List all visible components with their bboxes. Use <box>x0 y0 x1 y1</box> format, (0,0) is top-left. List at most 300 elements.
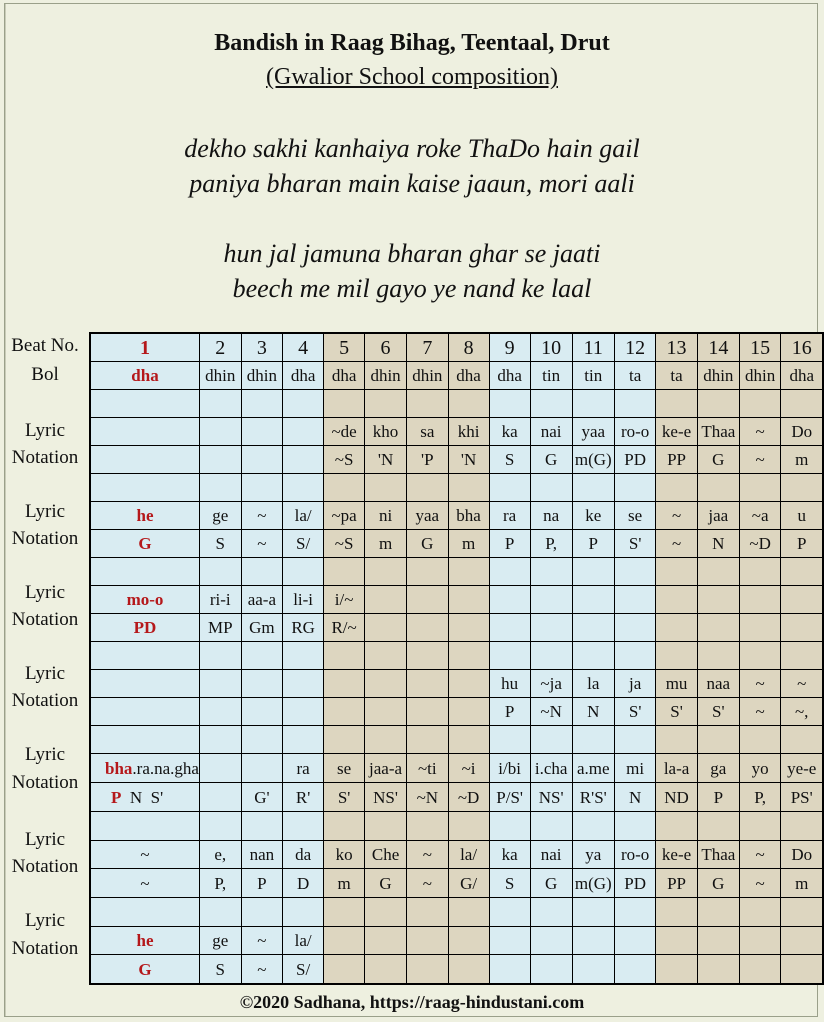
lyric-row-cell <box>241 418 283 446</box>
notation-row-cell: ND <box>656 783 697 812</box>
lyric-row-cell: e, <box>199 841 241 869</box>
notation-row <box>90 446 823 474</box>
lyric-row-cell: yo <box>739 754 781 783</box>
spacer-row-cell <box>614 474 655 502</box>
notation-row-cell: P <box>489 530 530 558</box>
spacer-row-cell <box>407 558 449 586</box>
label-lyric: Lyric <box>24 744 66 765</box>
notation-row-cell: m <box>781 446 823 474</box>
bol-row-cell: dha <box>489 362 530 390</box>
lyric-row-cell <box>90 754 199 783</box>
notation-row-cell <box>90 446 199 474</box>
lyric-row-cell: jaa <box>697 502 739 530</box>
spacer-row-cell <box>283 812 324 841</box>
notation-row-cell: 'N <box>448 446 489 474</box>
lyric-row-cell: ke-e <box>656 418 697 446</box>
lyric-row-cell <box>199 670 241 698</box>
lyric-rest: .ra.na.gha <box>132 758 199 778</box>
spacer-row-cell <box>90 642 199 670</box>
lyric-row-cell: ke <box>572 502 614 530</box>
lyric-row-cell <box>448 586 489 614</box>
notation-row-cell: m <box>448 530 489 558</box>
label-notation: Notation <box>11 856 79 877</box>
bol-row-cell: dhin <box>199 362 241 390</box>
spacer-row-cell <box>739 812 781 841</box>
notation-row-cell <box>656 614 697 642</box>
spacer-row-cell <box>199 474 241 502</box>
spacer-row <box>90 812 823 841</box>
lyric-row-cell: ~ <box>739 670 781 698</box>
spacer-row-cell <box>530 812 572 841</box>
notation-row-cell: m(G) <box>572 869 614 898</box>
spacer-row-cell <box>241 898 283 927</box>
lyric-row-cell: ga <box>697 754 739 783</box>
notation-row-cell: S <box>199 530 241 558</box>
beat-number-row-cell: 5 <box>324 333 365 362</box>
spacer-row-cell <box>365 474 407 502</box>
spacer-row-cell <box>283 898 324 927</box>
lyric-row-cell: mo-o <box>90 586 199 614</box>
lyric-row-cell <box>489 586 530 614</box>
notation-row-cell <box>407 955 449 985</box>
lyric-row-cell <box>781 586 823 614</box>
notation-row-cell: P <box>572 530 614 558</box>
notation-row-cell: G <box>90 530 199 558</box>
copyright-footer: ©2020 Sadhana, https://raag-hindustani.com <box>239 992 585 1012</box>
bol-row-cell: dhin <box>241 362 283 390</box>
lyric-row-cell: i.cha <box>530 754 572 783</box>
lyric-row-cell <box>697 586 739 614</box>
notation-row-cell <box>283 446 324 474</box>
lyric-row-cell: ge <box>199 927 241 955</box>
label-notation: Notation <box>11 447 79 468</box>
spacer-row-cell <box>781 812 823 841</box>
lyric-row-cell: kho <box>365 418 407 446</box>
lyric-row-cell <box>241 670 283 698</box>
spacer-row <box>90 474 823 502</box>
sthayi-line-1: dekho sakhi kanhaiya roke ThaDo hain gail <box>184 134 640 163</box>
notation-row-cell: ~, <box>781 698 823 726</box>
notation-row-cell: ~N <box>407 783 449 812</box>
lyric-row-cell: la <box>572 670 614 698</box>
notation-row-cell <box>614 955 655 985</box>
notation-row-cell: G <box>90 955 199 985</box>
lyric-row-cell: la/ <box>283 502 324 530</box>
lyric-row-cell <box>448 927 489 955</box>
spacer-row-cell <box>656 726 697 754</box>
lyric-row-cell: ka <box>489 418 530 446</box>
notation-row-cell <box>448 614 489 642</box>
spacer-row-cell <box>283 390 324 418</box>
lyric-row-cell: ro-o <box>614 841 655 869</box>
spacer-row-cell <box>489 642 530 670</box>
lyric-row-cell <box>572 927 614 955</box>
lyric-row-cell: ri-i <box>199 586 241 614</box>
notation-row-cell: P, <box>199 869 241 898</box>
notation-row-cell <box>489 955 530 985</box>
spacer-row-cell <box>324 474 365 502</box>
bol-row-cell: ta <box>656 362 697 390</box>
bol-row-cell: ta <box>614 362 655 390</box>
spacer-row-cell <box>781 642 823 670</box>
bol-row-cell: dhin <box>697 362 739 390</box>
spacer-row-cell <box>614 390 655 418</box>
spacer-row-cell <box>781 898 823 927</box>
spacer-row-cell <box>448 390 489 418</box>
label-beat: Beat No. <box>11 335 79 356</box>
lyric-row-cell <box>407 927 449 955</box>
bol-row-cell: tin <box>572 362 614 390</box>
spacer-row-cell <box>697 726 739 754</box>
notation-row-cell: G <box>407 530 449 558</box>
lyric-row-cell: la/ <box>448 841 489 869</box>
notation-row-cell: S <box>199 955 241 985</box>
notation-row-cell: P <box>781 530 823 558</box>
lyric-row-cell: ~ti <box>407 754 449 783</box>
notation-row-cell <box>365 955 407 985</box>
spacer-row-cell <box>489 726 530 754</box>
notation-row-cell: P, <box>530 530 572 558</box>
lyric-row-cell: ~a <box>739 502 781 530</box>
notation-row-cell <box>407 698 449 726</box>
spacer-row-cell <box>90 898 199 927</box>
notation-row-cell <box>90 783 199 812</box>
lyric-row-cell <box>90 670 199 698</box>
bandish-notation-table <box>89 332 824 985</box>
notation-row-cell: Gm <box>241 614 283 642</box>
notation-row-cell: PD <box>614 869 655 898</box>
lyric-row-cell: Che <box>365 841 407 869</box>
lyric-row-cell: ke-e <box>656 841 697 869</box>
lyric-row-cell <box>697 927 739 955</box>
spacer-row-cell <box>739 642 781 670</box>
lyric-row-cell: na <box>530 502 572 530</box>
lyric-row-cell: Do <box>781 841 823 869</box>
bol-row-cell: dha <box>448 362 489 390</box>
beat-number-row-cell: 14 <box>697 333 739 362</box>
lyric-row-cell: ra <box>283 754 324 783</box>
lyric-row-cell <box>365 927 407 955</box>
beat-number-row-cell: 12 <box>614 333 655 362</box>
notation-row-cell: G <box>530 869 572 898</box>
lyric-row-cell: Thaa <box>697 841 739 869</box>
notation-row-cell: P <box>489 698 530 726</box>
notation-row-cell <box>739 955 781 985</box>
notation-row-cell <box>199 446 241 474</box>
lyric-row-cell: ye-e <box>781 754 823 783</box>
spacer-row-cell <box>781 474 823 502</box>
lyric-row-cell: sa <box>407 418 449 446</box>
spacer-row-cell <box>199 726 241 754</box>
notation-row-cell <box>572 614 614 642</box>
spacer-row-cell <box>697 474 739 502</box>
spacer-row-cell <box>739 474 781 502</box>
label-notation: Notation <box>11 528 79 549</box>
notation-emphasis: P <box>111 787 122 807</box>
lyric-row-cell: ~ <box>739 841 781 869</box>
spacer-row <box>90 726 823 754</box>
lyric-row-cell <box>365 670 407 698</box>
spacer-row-cell <box>489 474 530 502</box>
spacer-row-cell <box>90 558 199 586</box>
notation-row-cell: S' <box>614 530 655 558</box>
lyric-row-cell: li-i <box>283 586 324 614</box>
notation-row-cell: N <box>614 783 655 812</box>
spacer-row-cell <box>448 812 489 841</box>
lyric-row-cell <box>324 670 365 698</box>
notation-row-cell <box>614 614 655 642</box>
spacer-row-cell <box>407 898 449 927</box>
lyric-row-cell: ~ <box>241 927 283 955</box>
spacer-row-cell <box>324 812 365 841</box>
notation-row-cell: ~ <box>407 869 449 898</box>
lyric-row-cell <box>614 586 655 614</box>
label-bol: Bol <box>31 364 59 385</box>
lyric-row-cell: Thaa <box>697 418 739 446</box>
spacer-row-cell <box>407 726 449 754</box>
notation-row-cell: N <box>697 530 739 558</box>
notation-row-cell: D <box>283 869 324 898</box>
lyric-row-cell <box>656 927 697 955</box>
lyric-row-cell <box>614 927 655 955</box>
lyric-row <box>90 927 823 955</box>
spacer-row-cell <box>656 812 697 841</box>
lyric-row-cell <box>199 754 241 783</box>
notation-row-cell: m(G) <box>572 446 614 474</box>
spacer-row-cell <box>241 390 283 418</box>
lyric-row-cell: u <box>781 502 823 530</box>
spacer-row-cell <box>448 726 489 754</box>
notation-row-cell: ~ <box>241 955 283 985</box>
notation-row-cell <box>739 614 781 642</box>
lyric-row-cell: i/~ <box>324 586 365 614</box>
notation-row-cell: ~S <box>324 446 365 474</box>
notation-row-cell <box>781 955 823 985</box>
notation-row-cell: R' <box>283 783 324 812</box>
notation-row-cell: S' <box>324 783 365 812</box>
bol-row-cell: dha <box>781 362 823 390</box>
spacer-row-cell <box>614 726 655 754</box>
notation-row-cell <box>90 698 199 726</box>
spacer-row-cell <box>697 812 739 841</box>
spacer-row-cell <box>697 898 739 927</box>
lyric-row-cell: ~ <box>90 841 199 869</box>
spacer-row-cell <box>572 390 614 418</box>
lyric-row-cell <box>781 927 823 955</box>
notation-row-cell: NS' <box>365 783 407 812</box>
spacer-row-cell <box>365 812 407 841</box>
notation-row-cell: G' <box>241 783 283 812</box>
lyric-row-cell: khi <box>448 418 489 446</box>
spacer-row-cell <box>283 558 324 586</box>
notation-row-cell <box>530 614 572 642</box>
lyric-row-cell: i/bi <box>489 754 530 783</box>
bol-row <box>90 362 823 390</box>
spacer-row <box>90 390 823 418</box>
lyric-row-cell: mi <box>614 754 655 783</box>
spacer-row-cell <box>199 390 241 418</box>
beat-number-row-cell: 4 <box>283 333 324 362</box>
spacer-row-cell <box>572 898 614 927</box>
lyric-row-cell: he <box>90 927 199 955</box>
antara-line-1: hun jal jamuna bharan ghar se jaati <box>223 239 601 268</box>
bol-row-cell: tin <box>530 362 572 390</box>
lyric-row-cell: nan <box>241 841 283 869</box>
lyric-row-cell: ~pa <box>324 502 365 530</box>
lyric-row-cell <box>241 754 283 783</box>
notation-row-cell: m <box>324 869 365 898</box>
spacer-row-cell <box>656 898 697 927</box>
lyric-row-cell: ro-o <box>614 418 655 446</box>
notation-rest: N S' <box>121 787 164 807</box>
lyric-row-cell: ko <box>324 841 365 869</box>
lyric-row-cell <box>739 586 781 614</box>
spacer-row-cell <box>739 558 781 586</box>
bol-row-cell: dha <box>90 362 199 390</box>
spacer-row-cell <box>656 558 697 586</box>
notation-row-cell <box>489 614 530 642</box>
lyric-row-cell: ~ <box>739 418 781 446</box>
spacer-row-cell <box>530 558 572 586</box>
notation-row-cell <box>283 698 324 726</box>
lyric-row-cell <box>283 418 324 446</box>
lyric-row-cell: a.me <box>572 754 614 783</box>
notation-row-cell <box>365 698 407 726</box>
spacer-row-cell <box>448 642 489 670</box>
notation-row <box>90 614 823 642</box>
notation-row-cell: S' <box>697 698 739 726</box>
notation-row-cell <box>199 783 241 812</box>
spacer-row-cell <box>90 812 199 841</box>
lyric-row-cell <box>283 670 324 698</box>
lyric-row-cell: aa-a <box>241 586 283 614</box>
notation-row-cell: PP <box>656 446 697 474</box>
notation-row-cell <box>448 955 489 985</box>
spacer-row-cell <box>697 642 739 670</box>
notation-row-cell: G/ <box>448 869 489 898</box>
lyric-row-cell: la/ <box>283 927 324 955</box>
spacer-row-cell <box>241 474 283 502</box>
lyric-row-cell <box>530 927 572 955</box>
notation-row-cell <box>324 955 365 985</box>
spacer-row-cell <box>739 390 781 418</box>
spacer-row-cell <box>407 642 449 670</box>
spacer-row-cell <box>530 474 572 502</box>
lyric-row-cell <box>407 670 449 698</box>
spacer-row-cell <box>365 390 407 418</box>
lyric-row-cell <box>90 418 199 446</box>
label-notation: Notation <box>11 772 79 793</box>
spacer-row-cell <box>739 898 781 927</box>
spacer-row-cell <box>656 474 697 502</box>
label-notation: Notation <box>11 690 79 711</box>
spacer-row-cell <box>781 390 823 418</box>
bol-row-cell: dha <box>283 362 324 390</box>
notation-row-cell: NS' <box>530 783 572 812</box>
bol-row-cell: dhin <box>365 362 407 390</box>
notation-row-cell <box>656 955 697 985</box>
notation-row-cell: PD <box>90 614 199 642</box>
notation-row-cell: 'P <box>407 446 449 474</box>
notation-row-cell: S' <box>614 698 655 726</box>
notation-row-cell: ~S <box>324 530 365 558</box>
page-subtitle: (Gwalior School composition) <box>266 64 558 90</box>
label-lyric: Lyric <box>24 663 66 684</box>
notation-row-cell: G <box>530 446 572 474</box>
notation-row-cell <box>448 698 489 726</box>
lyric-row <box>90 754 823 783</box>
spacer-row-cell <box>324 642 365 670</box>
notation-row-cell: G <box>697 869 739 898</box>
spacer-row-cell <box>407 474 449 502</box>
notation-row-cell <box>365 614 407 642</box>
lyric-row-cell <box>407 586 449 614</box>
spacer-row-cell <box>489 812 530 841</box>
lyric-row-cell: jaa-a <box>365 754 407 783</box>
spacer-row-cell <box>572 474 614 502</box>
spacer-row-cell <box>90 726 199 754</box>
notation-row-cell: ~ <box>739 446 781 474</box>
spacer-row-cell <box>324 898 365 927</box>
spacer-row <box>90 558 823 586</box>
notation-row-cell: ~ <box>739 698 781 726</box>
beat-number-row-cell: 11 <box>572 333 614 362</box>
spacer-row-cell <box>448 474 489 502</box>
notation-row-cell: ~D <box>448 783 489 812</box>
spacer-row-cell <box>489 558 530 586</box>
spacer-row-cell <box>365 558 407 586</box>
bol-row-cell: dha <box>324 362 365 390</box>
lyric-row-cell: ge <box>199 502 241 530</box>
spacer-row-cell <box>324 726 365 754</box>
spacer-row-cell <box>614 642 655 670</box>
notation-row-cell: m <box>365 530 407 558</box>
lyric-row-cell: ~ <box>241 502 283 530</box>
lyric-row-cell: se <box>614 502 655 530</box>
lyric-row <box>90 670 823 698</box>
spacer-row <box>90 898 823 927</box>
notation-row-cell: m <box>781 869 823 898</box>
notation-row-cell: RG <box>283 614 324 642</box>
notation-row <box>90 783 823 812</box>
spacer-row-cell <box>199 558 241 586</box>
spacer-row-cell <box>614 558 655 586</box>
lyric-row-cell <box>448 670 489 698</box>
notation-row-cell: 'N <box>365 446 407 474</box>
spacer-row-cell <box>407 812 449 841</box>
spacer-row-cell <box>489 390 530 418</box>
page-title: Bandish in Raag Bihag, Teentaal, Drut <box>214 30 610 56</box>
notation-row-cell <box>697 614 739 642</box>
notation-row-cell: R'S' <box>572 783 614 812</box>
notation-row-cell: ~N <box>530 698 572 726</box>
notation-row <box>90 869 823 898</box>
notation-row-cell <box>697 955 739 985</box>
lyric-row-cell: se <box>324 754 365 783</box>
beat-number-row-cell: 15 <box>739 333 781 362</box>
lyric-emphasis: bha <box>105 758 133 778</box>
spacer-row-cell <box>365 642 407 670</box>
spacer-row-cell <box>572 642 614 670</box>
beat-number-row-cell: 8 <box>448 333 489 362</box>
spacer-row-cell <box>199 898 241 927</box>
lyric-row-cell: ~ <box>656 502 697 530</box>
spacer-row-cell <box>241 642 283 670</box>
notation-row-cell: P/S' <box>489 783 530 812</box>
lyric-row-cell: ja <box>614 670 655 698</box>
spacer-row-cell <box>697 558 739 586</box>
lyric-row-cell <box>572 586 614 614</box>
